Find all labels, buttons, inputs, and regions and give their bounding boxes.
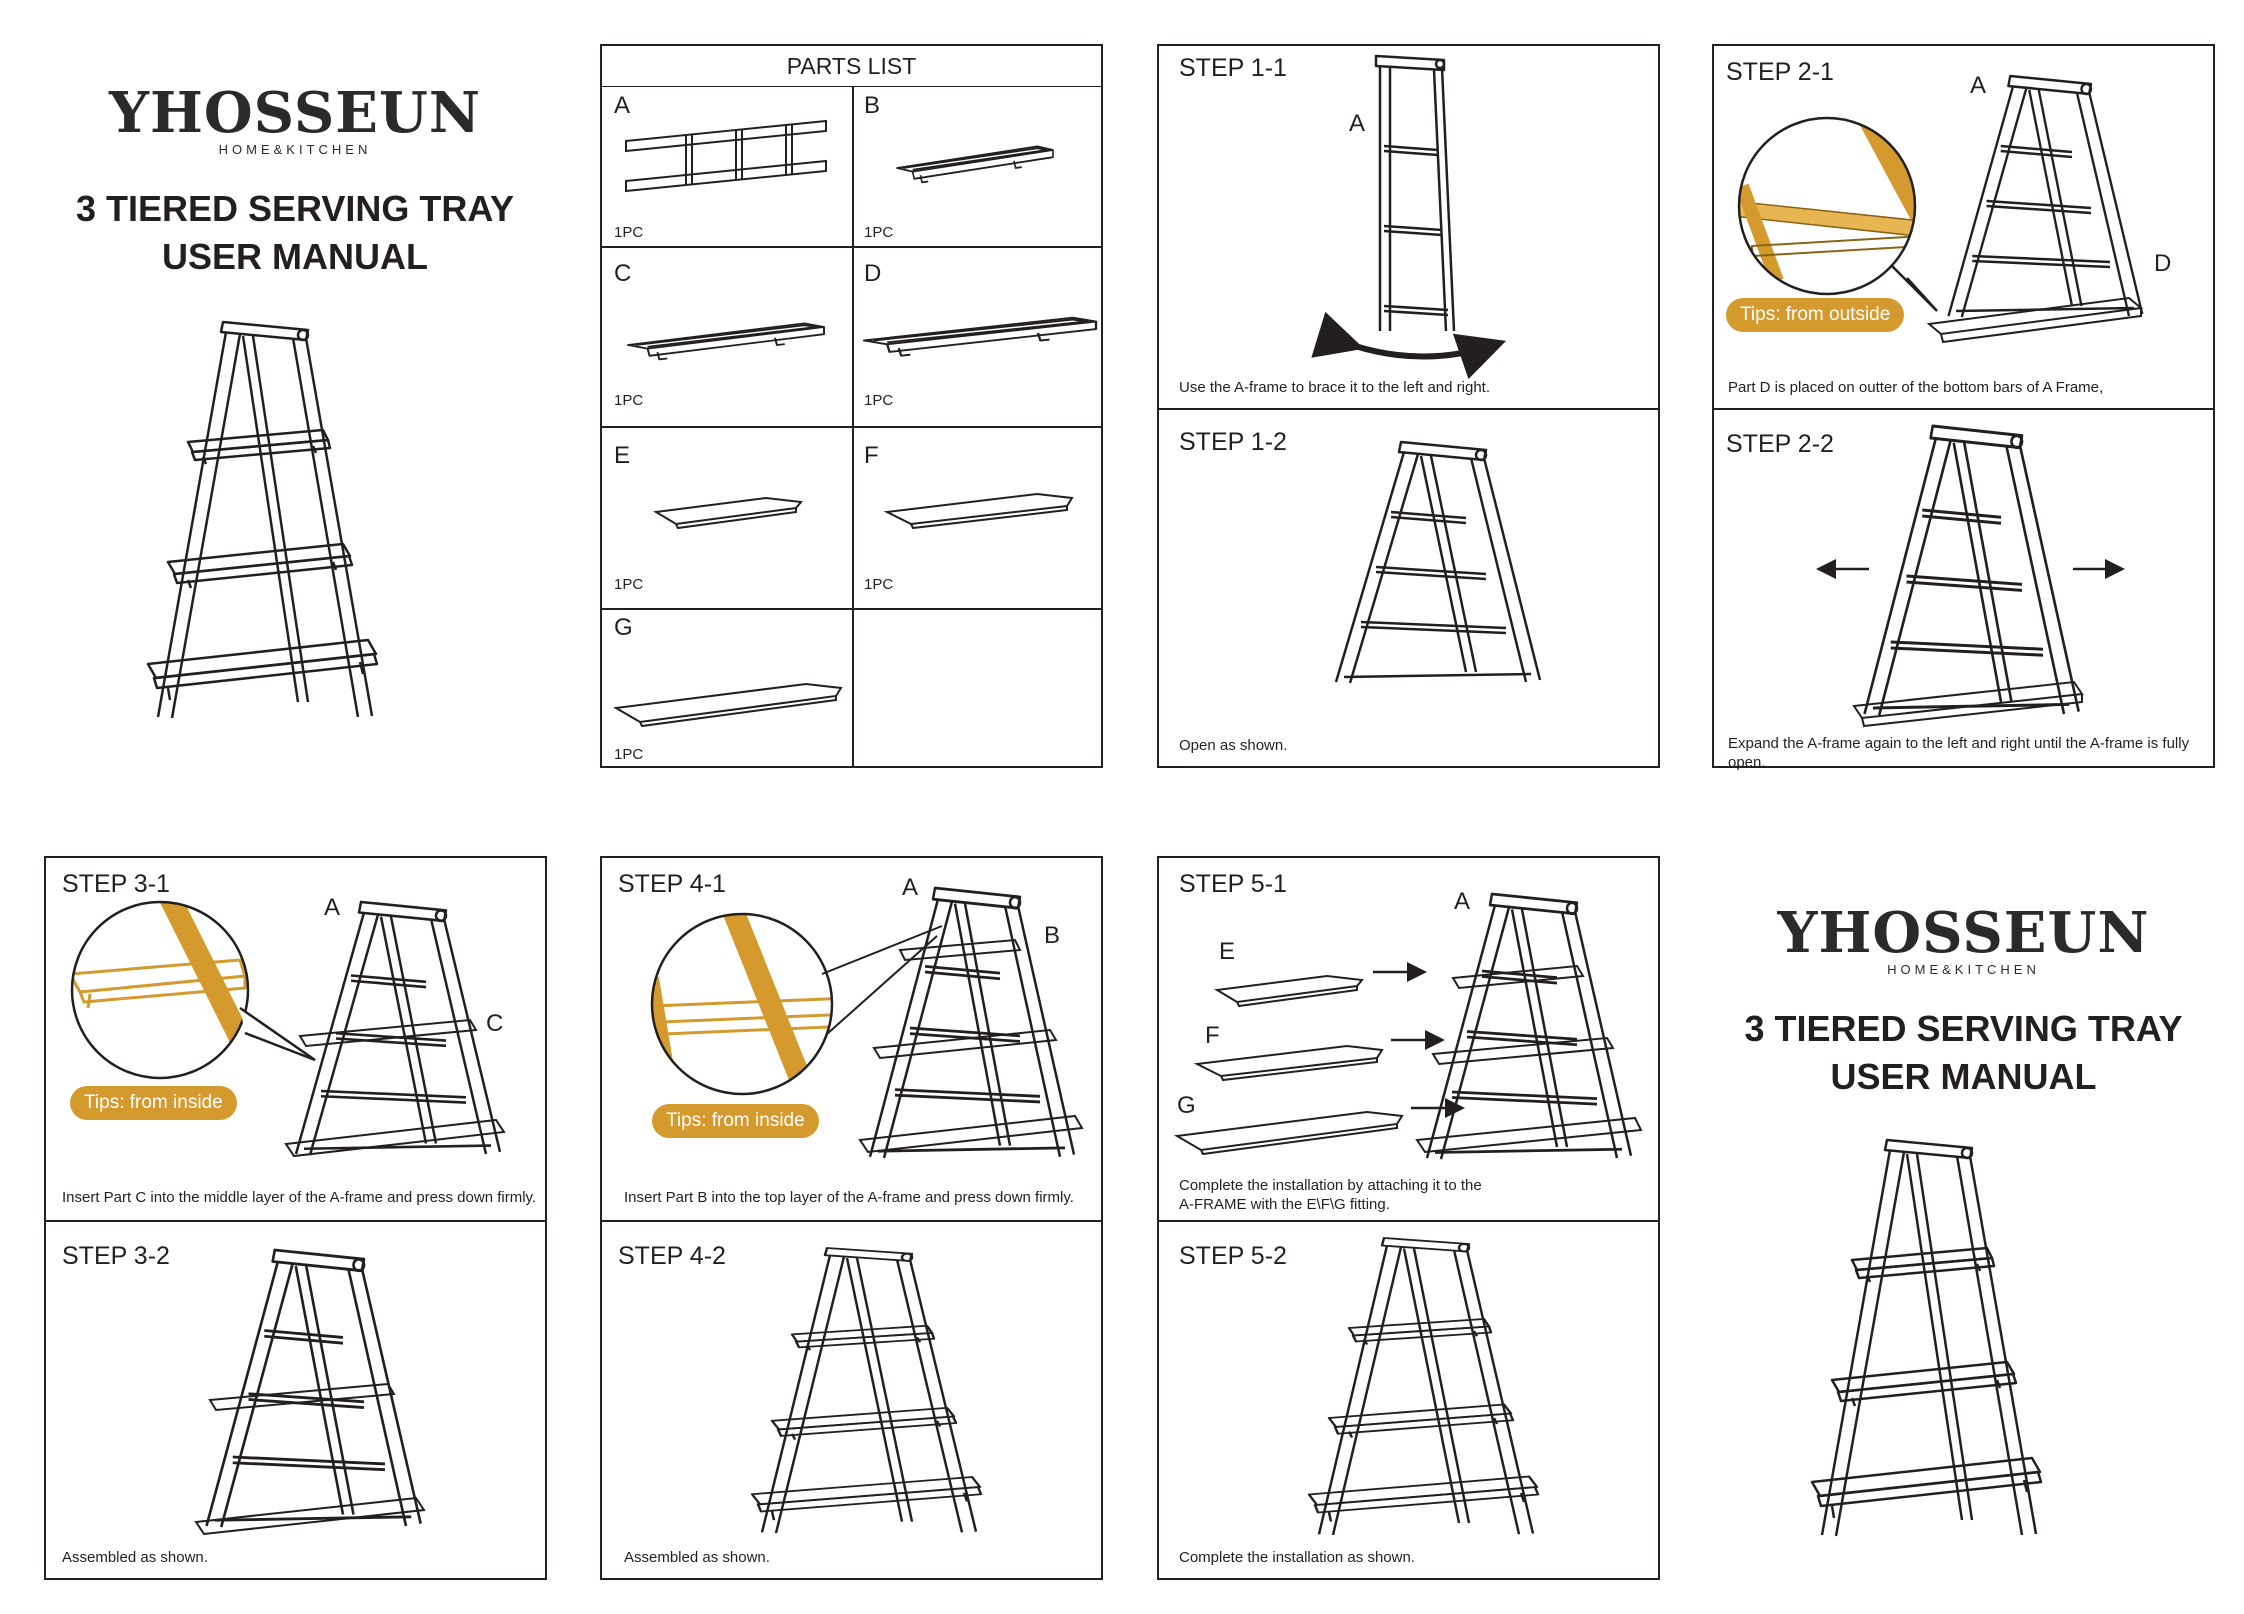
part-c-letter: C [614, 260, 632, 287]
step-5-1-label-e: E [1219, 938, 1236, 965]
step-5-1-illustration [1417, 894, 1647, 1174]
step-3-1-label-a: A [324, 894, 341, 921]
cover-right-illustration [1812, 1140, 2052, 1540]
parts-list-title: PARTS LIST [602, 46, 1101, 87]
step-1-1-title: STEP 1-1 [1179, 54, 1287, 82]
part-e-qty: 1PC [614, 576, 644, 593]
step-5-1-caption-line1: Complete the installation by attaching it to the [1179, 1177, 1482, 1194]
step-1-1-illustration [1376, 56, 1476, 346]
part-f-qty: 1PC [864, 576, 894, 593]
step-2-1-illustration [1929, 76, 2159, 346]
step1-divider [1159, 408, 1658, 410]
brand-subtitle: HOME&KITCHEN [218, 142, 372, 157]
step-2-1-title: STEP 2-1 [1726, 58, 1834, 86]
part-g-qty: 1PC [614, 746, 644, 763]
step-3-1-label-c: C [486, 1010, 504, 1037]
part-f-letter: F [864, 442, 879, 469]
parts-divider-1 [602, 246, 1101, 248]
part-e-illustration [656, 494, 806, 534]
part-d-letter: D [864, 260, 882, 287]
step-5-1-label-a: A [1454, 888, 1471, 915]
brand-logo: YHOSSEUN [108, 80, 482, 146]
step-2-1-tip: Tips: from outside [1726, 298, 1904, 332]
cover-left-illustration [148, 322, 388, 722]
part-a-letter: A [614, 92, 631, 119]
step-1-1-arrow [1347, 336, 1507, 376]
step2-divider [1714, 408, 2213, 410]
part-f-illustration [887, 492, 1077, 532]
step-5-2-title: STEP 5-2 [1179, 1242, 1287, 1270]
step-4-1-label-a: A [902, 874, 919, 901]
step-2-1-caption: Part D is placed on outter of the bottom bars of A Frame, [1728, 379, 2104, 396]
step4-divider [602, 1220, 1101, 1222]
step-3-2-caption: Assembled as shown. [62, 1549, 208, 1566]
step-3-1-illustration [286, 902, 516, 1162]
part-b-qty: 1PC [864, 224, 894, 241]
part-e-letter: E [614, 442, 631, 469]
step3-divider [46, 1220, 545, 1222]
part-b-letter: B [864, 92, 881, 119]
brand-logo-right: YHOSSEUN [1777, 900, 2150, 966]
cover-right [1712, 900, 2215, 1101]
step-4-2-title: STEP 4-2 [618, 1242, 726, 1270]
step-5-2-illustration [1309, 1238, 1549, 1518]
cover-right-title-line2: USER MANUAL [1830, 1056, 2097, 1097]
part-a-qty: 1PC [614, 224, 644, 241]
step-5-2-caption: Complete the installation as shown. [1179, 1549, 1415, 1566]
step2-panel [1712, 44, 2215, 771]
part-g-letter: G [614, 614, 633, 641]
step-4-2-caption: Assembled as shown. [624, 1549, 770, 1566]
step-3-1-tip: Tips: from inside [70, 1086, 237, 1120]
step-2-1-label-d: D [2154, 250, 2172, 277]
step-1-2-title: STEP 1-2 [1179, 428, 1287, 456]
step-4-1-illustration [860, 888, 1090, 1168]
step-5-1-tray-g [1177, 1110, 1407, 1160]
step-5-1-title: STEP 5-1 [1179, 870, 1287, 898]
step-2-2-caption: Expand the A-frame again to the left and right until the A-frame is fully open. [1728, 735, 2190, 771]
step-2-2-illustration [1854, 426, 2094, 726]
parts-divider-2 [602, 426, 1101, 428]
part-d-qty: 1PC [864, 392, 894, 409]
step-5-1-tray-e [1217, 972, 1367, 1012]
step-4-1-caption: Insert Part B into the top layer of the A-frame and press down firmly. [624, 1189, 1074, 1206]
step5-divider [1159, 1220, 1658, 1222]
part-b-illustration [897, 141, 1057, 191]
step-3-1-caption: Insert Part C into the middle layer of the A-frame and press down firmly. [62, 1189, 537, 1206]
part-g-illustration [616, 682, 846, 732]
brand-subtitle-right: HOME&KITCHEN [1887, 962, 2040, 977]
step-4-2-illustration [752, 1248, 992, 1528]
parts-divider-3 [602, 608, 1101, 610]
step-4-1-title: STEP 4-1 [618, 870, 726, 898]
cover-right-title-line1: 3 TIERED SERVING TRAY [1744, 1008, 2183, 1049]
part-a-illustration [626, 121, 826, 201]
step-3-2-illustration [196, 1250, 436, 1530]
step-4-1-tip: Tips: from inside [652, 1104, 819, 1138]
step-1-2-caption: Open as shown. [1179, 737, 1288, 754]
step5-panel [1157, 856, 1660, 1580]
part-c-illustration [628, 318, 828, 368]
part-d-illustration [864, 312, 1104, 362]
step4-panel [600, 856, 1103, 1580]
step-3-1-title: STEP 3-1 [62, 870, 170, 898]
part-c-qty: 1PC [614, 392, 644, 409]
step-2-2-title: STEP 2-2 [1726, 430, 1834, 458]
step-5-1-tray-f [1197, 1044, 1387, 1084]
step-4-1-label-b: B [1044, 922, 1061, 949]
cover-left [60, 80, 530, 281]
step-1-2-illustration [1326, 442, 1556, 692]
cover-title-line1: 3 TIERED SERVING TRAY [75, 188, 515, 229]
step1-panel [1157, 44, 1660, 768]
step-5-1-label-g: G [1177, 1092, 1196, 1119]
step-5-1-caption-line2: A-FRAME with the E\F\G fitting. [1179, 1196, 1390, 1213]
step-1-1-caption: Use the A-frame to brace it to the left and right. [1179, 379, 1490, 396]
step-5-1-label-f: F [1205, 1022, 1220, 1049]
step-2-1-label-a: A [1970, 72, 1987, 99]
step-3-2-title: STEP 3-2 [62, 1242, 170, 1270]
step3-panel [44, 856, 547, 1580]
cover-title-line2: USER MANUAL [162, 236, 428, 277]
step-1-1-label-a: A [1349, 110, 1366, 137]
parts-list-panel [600, 44, 1103, 768]
